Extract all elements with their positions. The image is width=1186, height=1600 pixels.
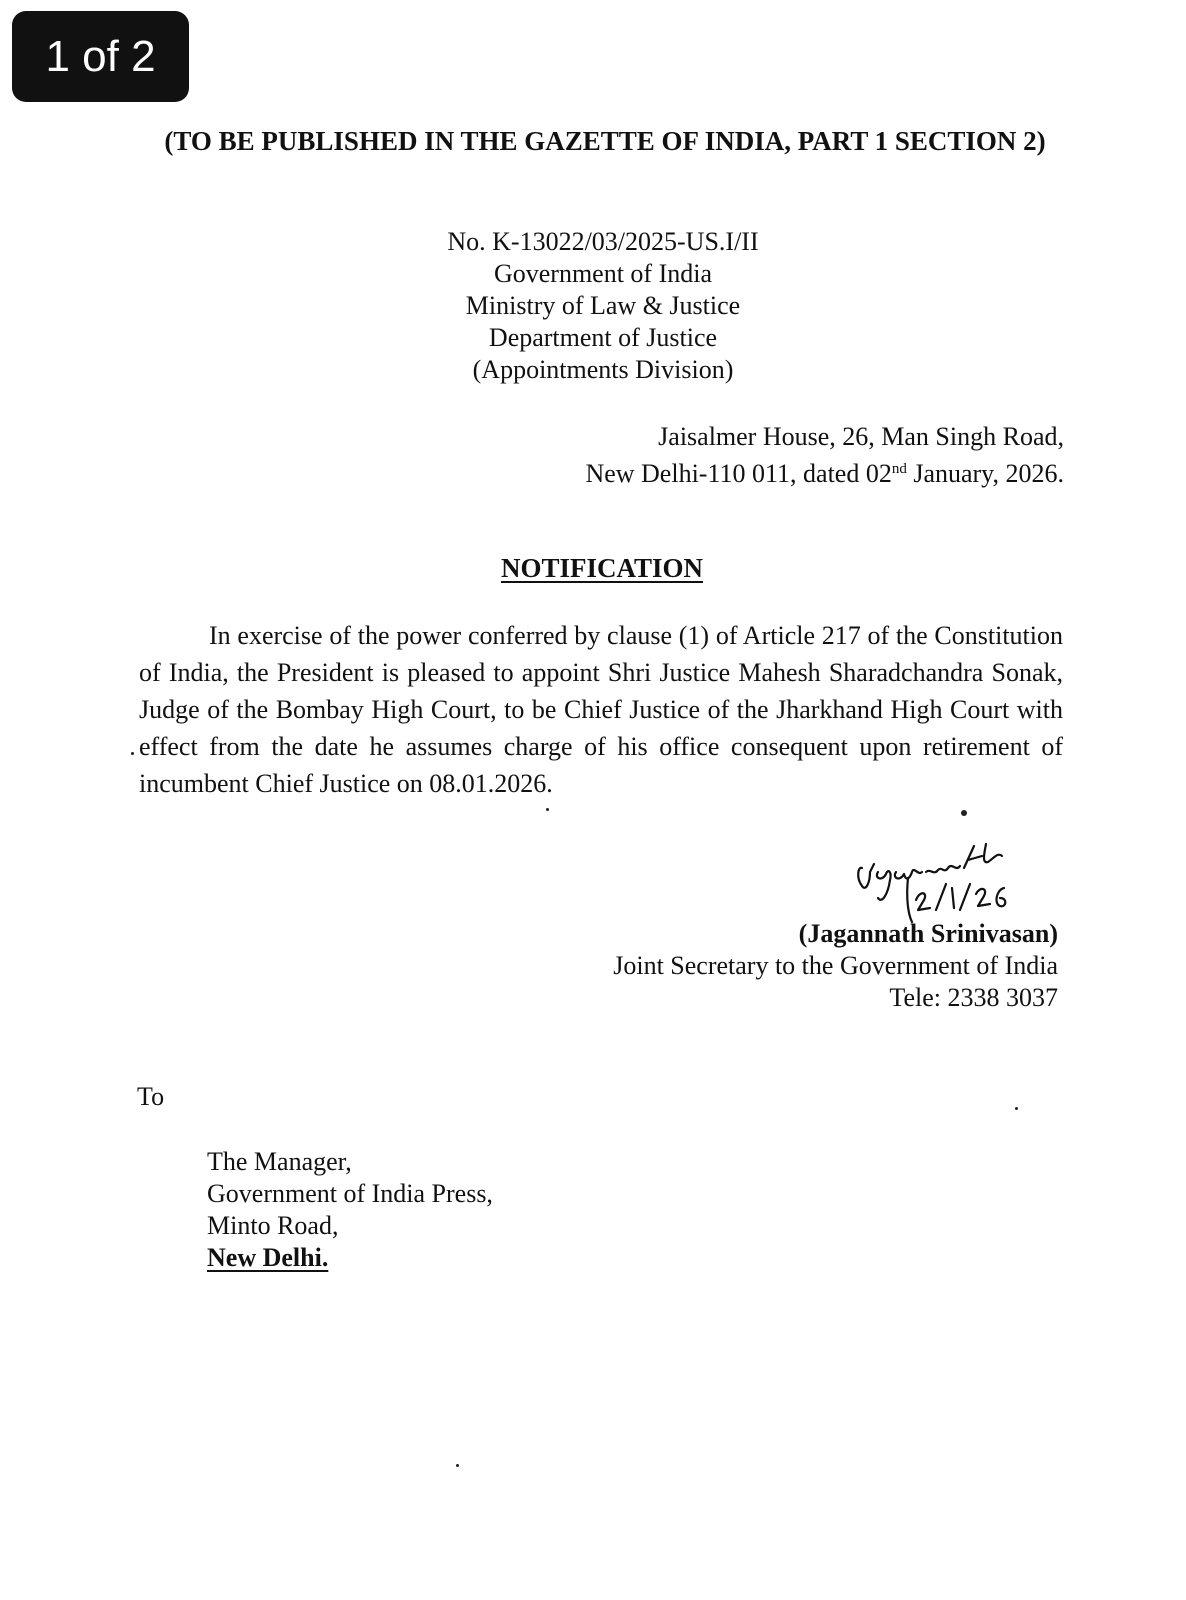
- address-block: [585, 418, 1064, 492]
- to-label: To: [137, 1082, 165, 1111]
- address-line-1: Jaisalmer House, 26, Man Singh Road,: [658, 422, 1064, 451]
- division-name: (Appointments Division): [472, 355, 734, 384]
- scan-speck: [456, 1464, 459, 1467]
- page-indicator-badge: 1 of 2: [12, 11, 189, 102]
- address-date-ordinal: nd: [891, 461, 907, 477]
- address-line-2: [585, 455, 1064, 492]
- department-name: Department of Justice: [488, 323, 718, 352]
- scan-speck: [546, 808, 549, 811]
- signatory-designation: Joint Secretary to the Government of India: [613, 951, 1058, 980]
- address-date-suffix: January, 2026.: [906, 459, 1064, 488]
- address-date-prefix: New Delhi-110 011, dated 02: [585, 459, 892, 488]
- recipient-line-1: The Manager,: [207, 1147, 352, 1176]
- signatory-telephone: Tele: 2338 3037: [889, 983, 1058, 1012]
- notification-body: In exercise of the power conferred by clause (1) of Article 217 of the Constitution of India, the President is pleased to appoint Shri Justice Mahesh Sharadchandra Sonak, Judge of the Bombay High Court, to be Chief Justice of the Jharkhand High Court with effect from the date he assumes charge of his office consequent upon retirement of incumbent Chief Justice on 08.01.2026.: [139, 621, 1063, 798]
- handwritten-signature: [848, 838, 1018, 928]
- file-number: No. K-13022/03/2025-US.I/II: [447, 227, 759, 256]
- signatory-block: [613, 918, 1058, 1014]
- recipient-city: New Delhi.: [207, 1243, 329, 1272]
- recipient-line-3: Minto Road,: [207, 1211, 339, 1240]
- signatory-name: (Jagannath Srinivasan): [798, 919, 1058, 948]
- scan-speck: [961, 810, 967, 816]
- government-name: Government of India: [493, 259, 713, 288]
- notification-title: [0, 553, 1186, 584]
- gazette-header: (TO BE PUBLISHED IN THE GAZETTE OF INDIA, PART 1 SECTION 2): [164, 126, 1046, 156]
- scan-speck: [131, 752, 134, 755]
- ministry-name: Ministry of Law & Justice: [465, 291, 741, 320]
- scan-speck: [1015, 1107, 1018, 1110]
- office-block: [400, 226, 806, 386]
- notification-title-text: NOTIFICATION: [500, 553, 704, 583]
- recipient-line-2: Government of India Press,: [207, 1179, 493, 1208]
- recipient-block: [207, 1146, 493, 1274]
